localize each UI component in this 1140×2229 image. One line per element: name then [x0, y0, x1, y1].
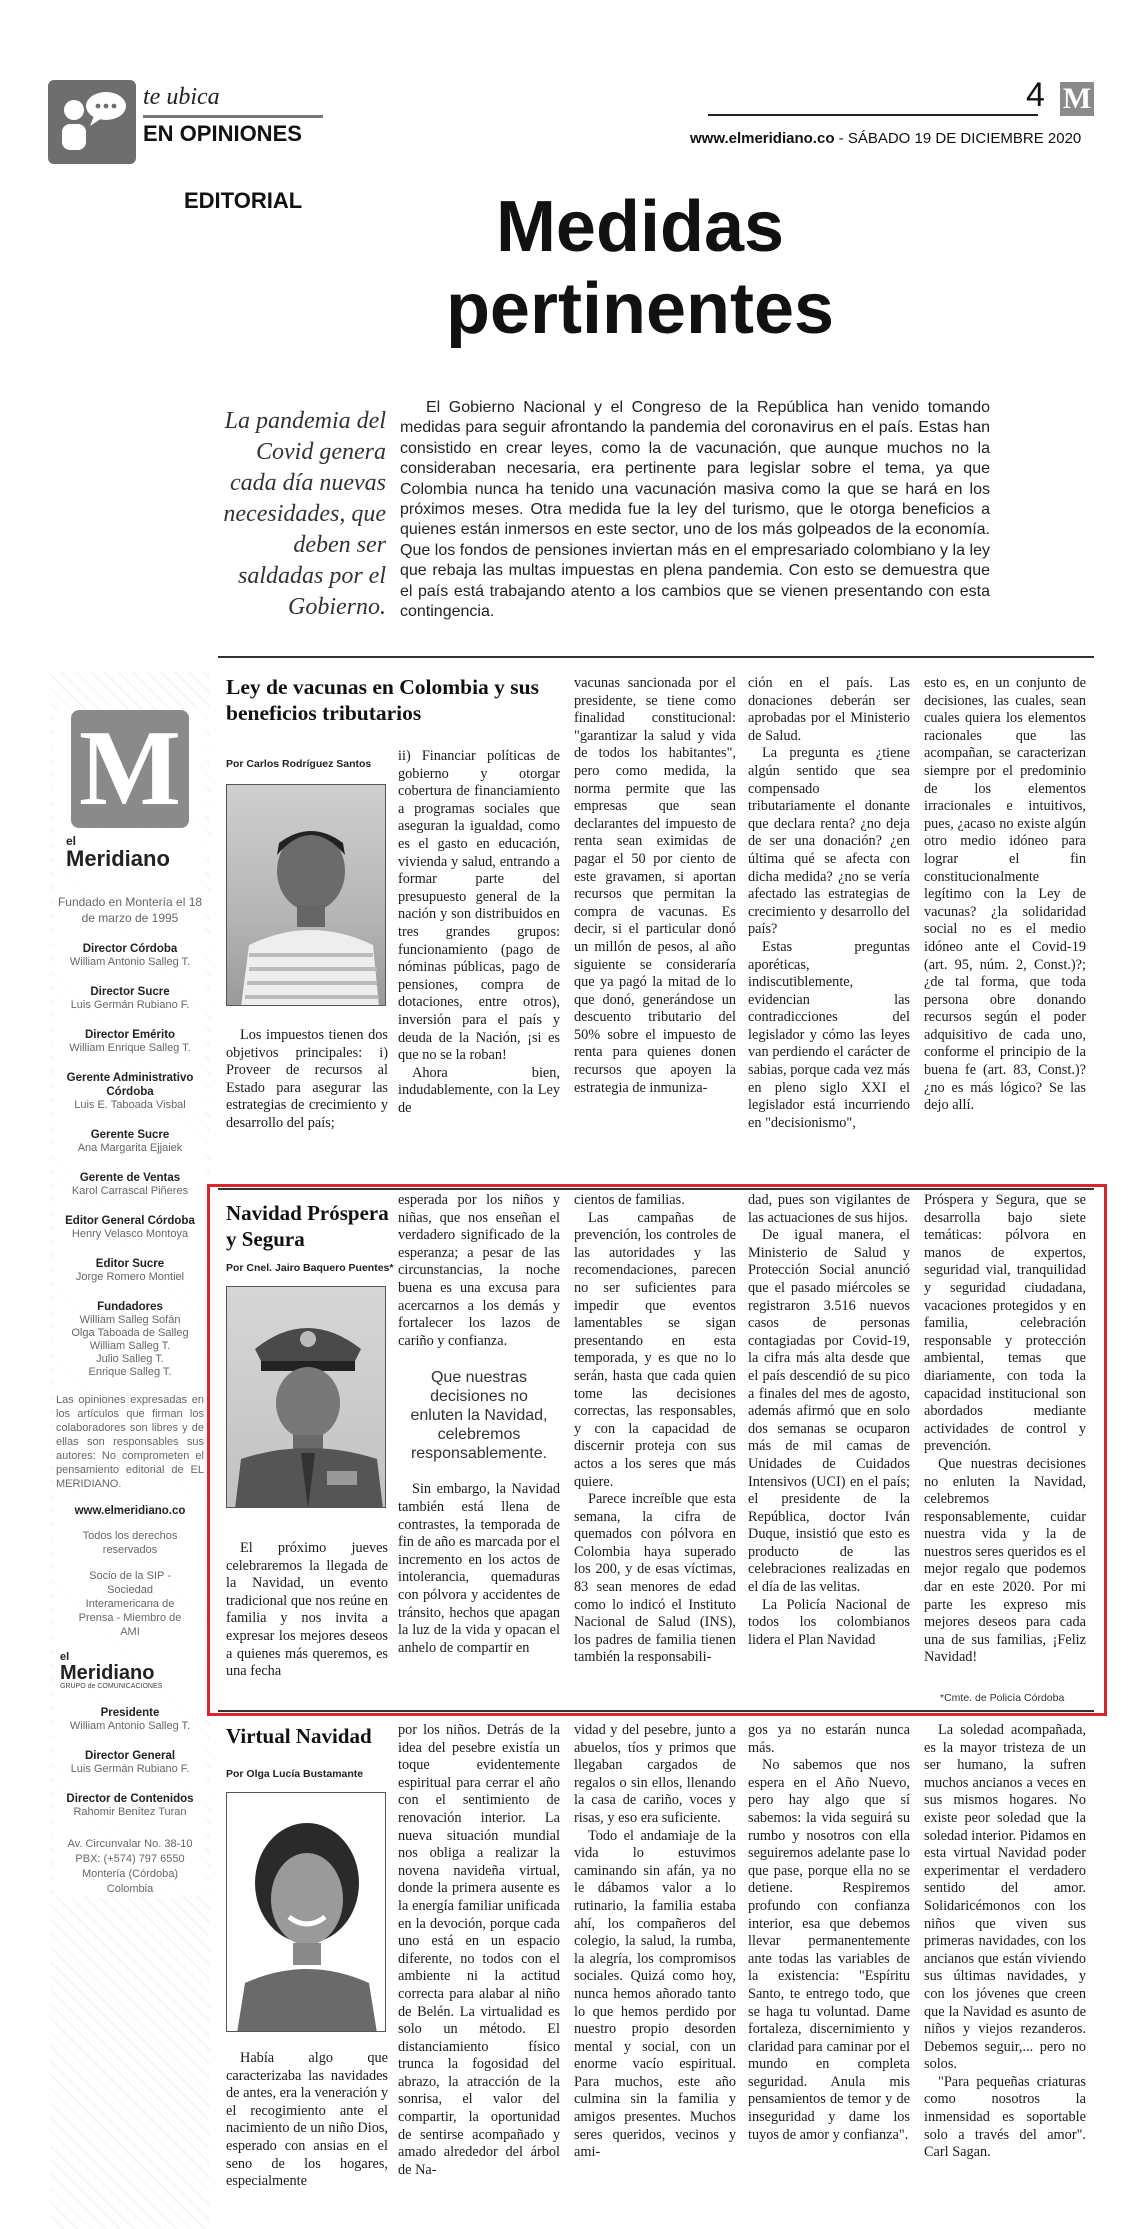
page-number: 4: [1026, 76, 1045, 114]
article1-title: Ley de vacunas en Colombia y sus beneficios tributarios: [226, 675, 539, 725]
sidebar-logo-el: el: [66, 834, 77, 848]
header-icon-block: [48, 80, 136, 164]
sidebar-group-sub: GRUPO de COMUNICACIONES: [60, 1683, 163, 1690]
sidebar-group-name: Meridiano: [60, 1662, 155, 1684]
header-top-rule: [708, 114, 1038, 116]
editorial-body: El Gobierno Nacional y el Congreso de la República han venido tomando medidas para seguir afrontando la pandemia del coronavirus en el país. Estas han consistido en crear leyes, como la de vacunación, que aunque muchos no la consideraban necesaria, era pertinente para legislar sobre el tema, ya que Colombia nunca ha tenido una vacunación masiva como la que se hará en los próximos meses. Otra medida fue la ley del turismo, que le otorga beneficios a quienes están inmersos en este sector, uno de los más golpeados de la economía. Que los fondos de pensiones inviertan más en el empresariado colombiano y la ley que rebaja las multas impuestas en plena pandemia. Con esto se demuestra que el país está trabajando atento a los cambios que se vienen presentando con esta contingencia.: [400, 399, 990, 621]
article1-col2-p2: Ahora bien, indudablemente, con la Ley de: [398, 1064, 560, 1116]
article1-col2: [398, 748, 560, 1180]
article1-col3-p1: vacunas sancionada por el presidente, se tiene como finalidad constitucional: "garantizar la salud y vida de todos los habitantes", pero como medida, la norma permite que las empresas que sean declarantes del impuesto de renta sean eximidas de pagar el 50 por ciento de este gravamen, si aportan recursos que permitan la compra de vacunas. Es decir, si el particular donó un millón de pesos, al año siguiente se consideraría que ya pagó la mitad de lo que donó, generándose un descuento tributario del 50% sobre el impuesto de renta para quienes donen recursos que apoyen la estrategia de inmuniza-: [574, 675, 736, 1096]
article3-col2: [398, 1722, 560, 2225]
sidebar-address: Av. Circunvalar No. 38-10 PBX: (+574) 797 6550 Montería (Córdoba) Colombia: [67, 1838, 193, 1895]
header-date: SÁBADO 19 DE DICIEMBRE 2020: [847, 130, 1082, 147]
staff-role: Director Córdoba: [82, 943, 178, 955]
staff-name: Ana Margarita Ejjaiek: [77, 1142, 183, 1154]
article1-col4-p3: Estas preguntas aporéticas, indiscutiblemente, evidencian las contradicciones del legislador y cómo las leyes van perdiendo el carácter de sabias, porque cada vez más en pleno siglo XXI el legislador está incurriendo en "decisionismo",: [748, 938, 910, 1131]
article1-col1-p1: Los impuestos tienen dos objetivos principales: i) Proveer de recursos al Estado para asegurar las estrategias de crecimiento y desarrollo del país;: [226, 1027, 388, 1131]
article1-col4-p1: ción en el país. Las donaciones deberán ser aprobadas por el Ministerio de Salud.: [748, 675, 910, 744]
staff-name: Luis Germán Rubiano F.: [70, 1763, 190, 1775]
article3-col3: [574, 1722, 736, 2225]
article3-author-photo: [226, 1792, 386, 2032]
staff-role: Editor General Córdoba: [65, 1215, 195, 1227]
staff-role: Gerente Sucre: [90, 1129, 170, 1141]
founder-name: Enrique Salleg T.: [88, 1366, 172, 1378]
article1-col3: [574, 675, 736, 1180]
editorial-title-line1: Medidas: [495, 187, 785, 267]
header-site: [690, 130, 1081, 147]
sidebar-rights: Todos los derechos reservados: [82, 1530, 178, 1556]
article2-col5-p1: Próspera y Segura, que se desarrolla bajo siete temáticas: pólvora en manos de expertos, seguridad vial, tranquilidad y seguridad ciudadana, vacaciones protegidos y en familia, celebración responsable y protección ambiental, temas que diariamente, con toda la capacidad institucional son abordados mediante actividades de control y prevención.: [924, 1192, 1086, 1455]
police-officer-portrait-icon: [227, 1287, 386, 1508]
people-chat-icon: [48, 80, 136, 164]
article1-author: Por Carlos Rodríguez Santos: [226, 758, 372, 770]
article3-col5-p1: La soledad acompañada, es la mayor tristeza de un ser humano, la sufren muchos ancianos a veces en sus mismos hogares. No existe peor soledad que la soledad interior. Pidamos en esta virtual Navidad poder experimentar el verdadero sentido del amor. Solidaricémonos con los niños que viven sus primeras navidades, con los ancianos que están viviendo sus últimas navidades, y con los jóvenes que creen que la Navidad es asunto de niños y viejos rezanderos. Debemos seguir,... pero no solos.: [924, 1722, 1086, 2073]
editorial-pull-quote: La pandemia del Covid genera cada día nuevas necesidades, que deben ser saldadas por el Gobierno.: [223, 408, 386, 620]
header-logo: M: [1060, 82, 1094, 116]
article3-col4-p2: No sabemos que nos espera en el Año Nuevo, pero hay algo que sí sabemos: la vida seguirá su rumbo y nosotros con ella seguiremos adelante pase lo que pase, porque ella no se detiene. Respiremos profundo con confianza interior, esa que debemos llevar permanentemente ante todas las variables de la existencia: "Espíritu Santo, te entrego todo, que se haga tu voluntad. Dame fortaleza, discernimiento y claridad para caminar por el mundo en completa seguridad. Anula mis pensamientos de temor y de inseguridad y dame los tuyos de amor y confianza".: [748, 1757, 910, 2143]
article2-col3-p3: Parece increíble que esta semana, la cifra de quemados con pólvora en Colombia haya superado los 200, y de esas víctimas, 83 sean menores de edad como lo indicó el Instituto Nacional de Salud (INS), los padres de familia tienen también la responsabili-: [574, 1491, 736, 1666]
staff-role: Presidente: [100, 1707, 160, 1719]
staff-name: William Antonio Salleg T.: [69, 1720, 191, 1732]
staff-name: Luis E. Taboada Visbal: [74, 1099, 186, 1111]
man-portrait-icon: [227, 785, 386, 1006]
sidebar-sip: Socio de la SIP - Sociedad Interamericana de Prensa - Miembro de AMI: [78, 1570, 182, 1638]
header-separator: -: [838, 130, 848, 147]
article2-bottom-rule: [218, 1710, 1094, 1712]
article2-col3-p2: Las campañas de prevención, los controles de las autoridades y las recomendaciones, parecen no ser suficientes para impedir que eventos lamentables se sigan presentando en esta temporada, y es que no lo serán, hasta que cada quien tome las decisiones correctas, las responsables, y con la capacidad de discernir proteja con sus actos a los seres que más quiere.: [574, 1209, 736, 1490]
founder-name: William Salleg T.: [89, 1340, 171, 1352]
article3-col1: [226, 2050, 388, 2225]
sidebar-disclaimer: Las opiniones expresadas en los artículos que firman los colaboradores son libres y de ellas son responsables sus autores: No comprometen el pensamiento editorial de EL MERIDIANO.: [56, 1394, 204, 1490]
sidebar-group-staff-list: [56, 1706, 204, 1819]
staff-name: Henry Velasco Montoya: [71, 1228, 189, 1240]
staff-role: Director Emérito: [84, 1029, 176, 1041]
staff-name: Luis Germán Rubiano F.: [70, 999, 190, 1011]
article1-author-photo: [226, 784, 386, 1006]
article2-col1-p1: El próximo jueves celebraremos la llegada de la Navidad, un evento tradicional que nos reúne en familia y nos invita a expresar los mejores deseos a quienes más queremos, es una fecha: [226, 1540, 388, 1680]
tagline-rule: [143, 115, 323, 118]
sidebar-founders-list: [56, 1314, 204, 1379]
staff-role: Editor Sucre: [95, 1258, 165, 1270]
article2-col5-p2: Que nuestras decisiones no enluten la Navidad, celebremos responsablemente, cuidar nuestra vida y la de nuestros seres queridos es el mejor regalo que podemos dar en este 2020. Por mi parte les expreso mis mejores deseos para cada una de sus familias, ¡Feliz Navidad!: [924, 1455, 1086, 1666]
tagline-big: EN OPINIONES: [143, 121, 302, 146]
staff-name: Jorge Romero Montiel: [75, 1271, 185, 1283]
staff-name: Rahomir Benítez Turan: [73, 1806, 187, 1818]
header-site-url[interactable]: www.elmeridiano.co: [690, 130, 835, 147]
article2-author: Por Cnel. Jairo Baquero Puentes*: [226, 1262, 394, 1274]
article1-col2-p1: ii) Financiar políticas de gobierno y otorgar cobertura de financiamiento a programas sociales que aseguran la igualdad, como es el gasto en educación, vivienda y salud, entrando a formar parte del presupuesto general de la nación y son distribuidos en tres grandes grupos: funcionamiento (pago de nóminas públicas, pago de pensiones, compra de dotaciones, entre otros), inversión para el país y deuda de la Nación, ¡si es que no se la roban!: [398, 748, 560, 1064]
article3-col3-p1: vidad y del pesebre, junto a abuelos, tíos y primos que llegaban cargados de regalos o sin ellos, llenando la casa de cariño, voces y risas, y eso era suficiente.: [574, 1722, 736, 1826]
article2-col4-p2: De igual manera, el Ministerio de Salud y Protección Social anunció que el pasado miércoles se registraron 3.516 nuevos casos de personas contagiadas por Covid-19, la cifra más alta desde que el país descendió de su pico a finales del mes de agosto, además afirmó que en solo dos semanas se ocuparon más de mil camas de Unidades de Cuidados Intensivos (UCI) en el país; el presidente de la República, doctor Iván Duque, insistió que esto es producto de las celebraciones realizadas en el día de las velitas.: [748, 1227, 910, 1596]
article2-col4: [748, 1192, 910, 1710]
tagline-small: te ubica: [143, 84, 220, 110]
article2-title: Navidad Próspera y Segura: [226, 1201, 389, 1251]
article3-col3-p2: Todo el andamiaje de la vida lo estuvimos caminando sin afán, ya no le dábamos valor a lo rutinario, la familia estaba ahí, los compañeros del colegio, la salud, la rumba, la alegría, los compromisos sociales. Quizá como hoy, nunca hemos añorado tanto lo que hemos perdido por nuestro propio desorden mental y social, con un enorme vacío espiritual. Para muchos, este año culmina sin la familia y amigos presentes. Muchos seres queridos, vecinos y ami-: [574, 1827, 736, 2161]
article1-col5: [924, 675, 1086, 1180]
woman-portrait-icon: [227, 1793, 386, 2032]
article2-col4-p1: dad, pues son vigilantes de las actuaciones de sus hijos.: [748, 1192, 910, 1226]
article2-col5: [924, 1192, 1086, 1692]
staff-role: Director de Contenidos: [66, 1793, 194, 1805]
staff-name: William Antonio Salleg T.: [69, 956, 191, 968]
article3-col2-p1: por los niños. Detrás de la idea del pesebre existía un toque evidentemente espiritual para cerrar el año con el sentimiento de renovación interior. La nueva situación mundial nos obliga a realizar la novena navideña virtual, donde la primera ausente es la energía familiar unificada en la devoción, porque cada uno está en un espacio diferente, no todos con el ambiente ni la actitud correcta para alabar al niño de Belén. La virtualidad es solo un método. El distanciamiento físico trunca la fogosidad del abrazo, la atracción de la sonrisa, el valor del compartir, la oportunidad de sentirse acompañado y amado alrededor del árbol de Na-: [398, 1722, 560, 2178]
article2-top-rule: [218, 1188, 1094, 1190]
article2-col2: [398, 1192, 560, 1710]
sidebar-founded: Fundado en Montería el 18 de marzo de 1995: [57, 895, 203, 925]
founder-name: Julio Salleg T.: [96, 1353, 164, 1365]
founder-name: William Salleg Sofán: [79, 1314, 181, 1326]
staff-name: William Enrique Salleg T.: [69, 1042, 191, 1054]
article3-col4-p1: gos ya no estarán nunca más.: [748, 1722, 910, 1756]
sidebar-group-el: el: [60, 1651, 70, 1663]
article3-col1-p1: Había algo que caracterizaba las navidades de antes, era la veneración y el recogimiento ante el nacimiento de un niño Dios, esperado con ansias en el seno de los hogares, especialmente: [226, 2050, 388, 2190]
editorial-title-line2: pertinentes: [445, 269, 835, 349]
staff-role: Director General: [84, 1750, 176, 1762]
founder-name: Olga Taboada de Salleg: [71, 1327, 189, 1339]
staff-role: Gerente Administrativo Córdoba: [66, 1072, 194, 1098]
article2-col2-p1: esperada por los niños y niñas, que nos enseñan el verdadero significado de la esperanza; a pesar de las circunstancias, la noche buena es una excusa para acercarnos a los demás y fortalecer los lazos de cariño y confianza.: [398, 1192, 560, 1349]
staff-role: Gerente de Ventas: [79, 1172, 181, 1184]
article2-col2-p2: Sin embargo, la Navidad también está llena de contrastes, la temporada de fin de año es marcada por el incremento en los actos de intolerancia, quemaduras con pólvora y accidentes de tránsito, hechos que apagan la luz de la vida y opacan el anhelo de compartir en: [398, 1481, 560, 1656]
article3-title: Virtual Navidad: [226, 1724, 372, 1748]
article2-footnote: *Cmte. de Policía Córdoba: [940, 1692, 1065, 1704]
editorial-title: [300, 186, 980, 350]
staff-name: Karol Carrascal Piñeres: [71, 1185, 189, 1197]
article3-col5-p2: "Para pequeñas criaturas como nosotros la inmensidad es soportable solo a través del amor". Carl Sagan.: [924, 2073, 1086, 2161]
sidebar-site[interactable]: www.elmeridiano.co: [74, 1505, 186, 1517]
article2-author-photo: [226, 1286, 386, 1508]
article2-pull-quote: Que nuestras decisiones no enluten la Navidad, celebremos responsablemente.: [410, 1369, 548, 1463]
masthead-sidebar: [50, 672, 210, 2229]
article3-col4: [748, 1722, 910, 2225]
article1-col4-p2: La pregunta es ¿tiene algún sentido que sea compensado tributariamente el donante que declara renta? ¿no deja de ser una donación? ¿en última qué se afecta con dicha medida? ¿no se vería afectado las estrategias de crecimiento y desarrollo del país?: [748, 745, 910, 938]
sidebar-founders-title: Fundadores: [97, 1301, 163, 1313]
editorial-bottom-rule: [218, 656, 1094, 658]
article3-author: Por Olga Lucía Bustamante: [226, 1768, 364, 1780]
article2-col4-p3: La Policía Nacional de todos los colombianos lidera el Plan Navidad: [748, 1596, 910, 1648]
article3-col5: [924, 1722, 1086, 2225]
article2-col3: [574, 1192, 736, 1710]
sidebar-logo: M: [71, 710, 189, 828]
article2-col3-p1: cientos de familias.: [574, 1192, 685, 1208]
article1-col5-p1: esto es, en un conjunto de decisiones, las cuales, sean cuales quiera los elementos racionales que las acompañan, se caracterizan siempre por el predominio de los elementos irracionales e intuitivos, pues, ¿acaso no existe algún otro medio idóneo para lograr el fin constitucionalmente legítimo con la Ley de vacunas? ¿la solidaridad social no es el medio idóneo ante el Covid-19 (art. 95, núm. 2, Const.)?; ¿de tal forma, que toda persona obre donando recursos según el poder adquisitivo de cada uno, conforme el principio de la buena fe (art. 83, Const.)? ¿no es más lógico? Se las dejo allí.: [924, 675, 1086, 1114]
sidebar-logo-name: Meridiano: [66, 846, 170, 871]
section-label: EDITORIAL: [184, 188, 303, 213]
article2-col1: [226, 1540, 388, 1710]
sidebar-staff-list: [56, 942, 204, 1284]
article1-col1: [226, 1027, 388, 1179]
article1-col4: [748, 675, 910, 1180]
staff-role: Director Sucre: [90, 986, 170, 998]
